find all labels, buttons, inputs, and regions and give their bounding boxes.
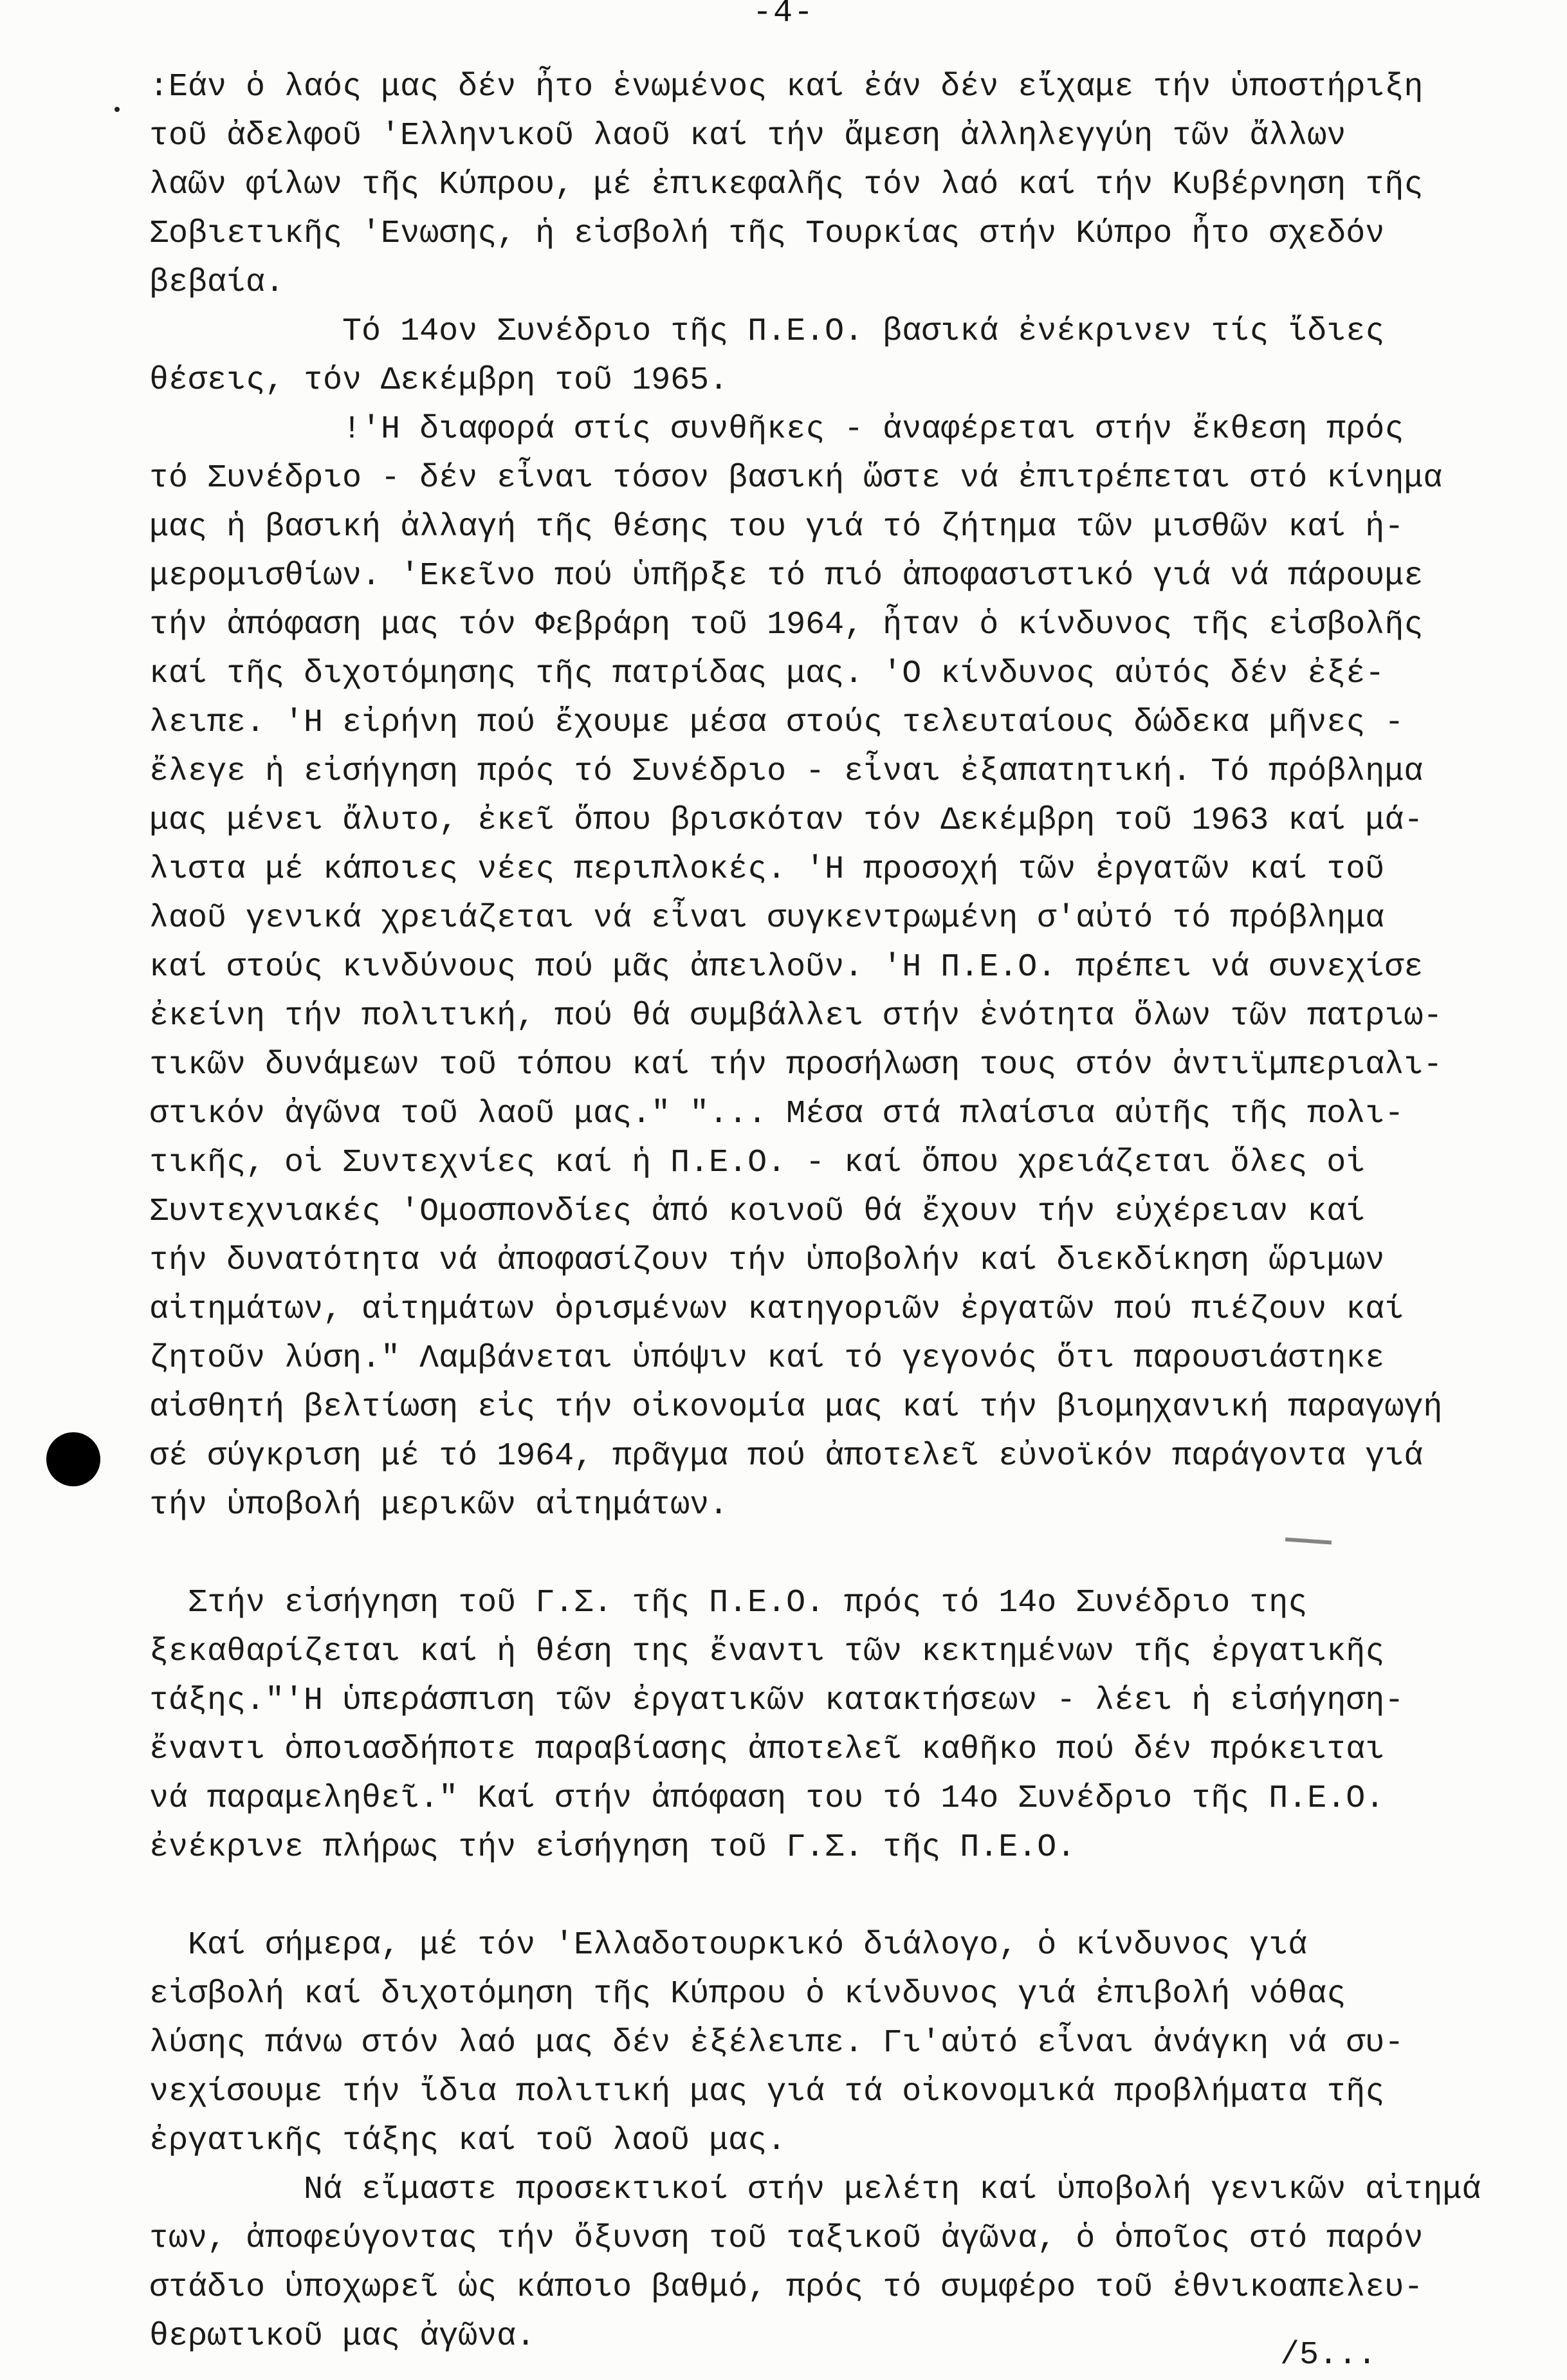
text-line: λύσης πάνω στόν λαό μας δέν ἐξέλειπε. Γι'αὐτό εἶναι ἀνάγκη νά συ-	[149, 2025, 1404, 2062]
text-line: νεχίσουμε τήν ἴδια πολιτική μας γιά τά οἰκονομικά προβλήματα τῆς	[149, 2074, 1385, 2110]
text-line: ἐργατικῆς τάξης καί τοῦ λαοῦ μας.	[149, 2123, 787, 2159]
text-line: σέ σύγκριση μέ τό 1964, πρᾶγμα πού ἀποτελεῖ εὐνοϊκόν παράγοντα γιά	[149, 1438, 1424, 1475]
text-line: τό Συνέδριο - δέν εἶναι τόσον βασική ὥστε νά ἐπιτρέπεται στό κίνημα	[149, 460, 1443, 497]
text-line: μας ἡ βασική ἀλλαγή τῆς θέσης του γιά τό ζήτημα τῶν μισθῶν καί ἡ-	[149, 509, 1404, 546]
text-line: θερωτικοῦ μας ἀγῶνα.	[149, 2318, 536, 2355]
text-line: !'Η διαφορά στίς συνθῆκες - ἀναφέρεται στήν ἔκθεση πρός	[149, 411, 1404, 448]
text-line: Καί σήμερα, μέ τόν 'Ελλαδοτουρκικό διάλογο, ὁ κίνδυνος γιά	[149, 1927, 1308, 1964]
text-line: Συντεχνιακές 'Ομοσπονδίες ἀπό κοινοῦ θά ἔχουν τήν εὐχέρειαν καί	[149, 1194, 1366, 1230]
text-line: τήν ἀπόφαση μας τόν Φεβράρη τοῦ 1964, ἦταν ὁ κίνδυνος τῆς εἰσβολῆς	[149, 607, 1424, 643]
text-line: λαῶν φίλων τῆς Κύπρου, μέ ἐπικεφαλῆς τόν λαό καί τήν Κυβέρνηση τῆς	[149, 167, 1424, 203]
text-line: εἰσβολή καί διχοτόμηση τῆς Κύπρου ὁ κίνδυνος γιά ἐπιβολή νόθας	[149, 1976, 1346, 2013]
text-line: ζητοῦν λύση." Λαμβάνεται ὑπόψιν καί τό γεγονός ὅτι παρουσιάστηκε	[149, 1340, 1385, 1377]
text-line: θέσεις, τόν Δεκέμβρη τοῦ 1965.	[149, 362, 729, 399]
text-line: Στήν εἰσήγηση τοῦ Γ.Σ. τῆς Π.Ε.Ο. πρός τό 14ο Συνέδριο της	[149, 1585, 1308, 1621]
text-line: μας μένει ἄλυτο, ἐκεῖ ὅπου βρισκόταν τόν Δεκέμβρη τοῦ 1963 καί μά-	[149, 802, 1424, 839]
text-line: καί στούς κινδύνους πού μᾶς ἀπειλοῦν. 'Η Π.Ε.Ο. πρέπει νά συνεχίσε	[149, 949, 1424, 986]
text-line: Σοβιετικῆς 'Ενωσης, ἡ εἰσβολή τῆς Τουρκίας στήν Κύπρο ἦτο σχεδόν	[149, 216, 1385, 252]
text-line: αἰτημάτων, αἰτημάτων ὁρισμένων κατηγοριῶν ἐργατῶν πού πιέζουν καί	[149, 1291, 1404, 1328]
text-line: ἐνέκρινε πλήρως τήν εἰσήγηση τοῦ Γ.Σ. τῆς Π.Ε.Ο.	[149, 1829, 1076, 1866]
text-line: :Εάν ὁ λαός μας δέν ἦτο ἑνωμένος καί ἐάν δέν εἴχαμε τήν ὑποστήριξη	[149, 69, 1424, 106]
text-line: μερομισθίων. 'Εκεῖνο πού ὑπῆρξε τό πιό ἀποφασιστικό γιά νά πάρουμε	[149, 558, 1424, 595]
punch-hole	[46, 1432, 100, 1486]
body-text	[149, 63, 1494, 2361]
ink-dot	[115, 107, 120, 112]
continuation-marker: /5...	[1280, 2337, 1377, 2374]
text-line: Νά εἴμαστε προσεκτικοί στήν μελέτη καί ὑποβολή γενικῶν αἰτημά	[149, 2172, 1481, 2208]
text-line: νά παραμεληθεῖ." Καί στήν ἀπόφαση του τό 14ο Συνέδριο τῆς Π.Ε.Ο.	[149, 1780, 1385, 1817]
text-line: τοῦ ἀδελφοῦ 'Ελληνικοῦ λαοῦ καί τήν ἄμεση ἀλληλεγγύη τῶν ἄλλων	[149, 118, 1346, 154]
text-line: ξεκαθαρίζεται καί ἡ θέση της ἔναντι τῶν κεκτημένων τῆς ἐργατικῆς	[149, 1634, 1385, 1670]
text-line: λειπε. 'Η εἰρήνη πού ἔχουμε μέσα στούς τελευταίους δώδεκα μῆνες -	[149, 705, 1404, 741]
text-line: λιστα μέ κάποιες νέες περιπλοκές. 'Η προσοχή τῶν ἐργατῶν καί τοῦ	[149, 851, 1385, 888]
paragraph-gap	[149, 1872, 1494, 1921]
text-line: των, ἀποφεύγοντας τήν ὄξυνση τοῦ ταξικοῦ ἀγῶνα, ὁ ὁποῖος στό παρόν	[149, 2220, 1424, 2257]
page-number: -4-	[752, 0, 814, 32]
text-line: βεβαία.	[149, 264, 285, 301]
text-line: τάξης."'Η ὑπεράσπιση τῶν ἐργατικῶν κατακτήσεων - λέει ἡ εἰσήγηση-	[149, 1683, 1404, 1719]
text-line: Τό 14ον Συνέδριο τῆς Π.Ε.Ο. βασικά ἐνέκρινεν τίς ἴδιες	[149, 313, 1385, 350]
text-line: τικῶν δυνάμεων τοῦ τόπου καί τήν προσήλωση τους στόν ἀντιϊμπεριαλι-	[149, 1047, 1443, 1084]
text-line: στάδιο ὑποχωρεῖ ὡς κάποιο βαθμό, πρός τό συμφέρο τοῦ ἐθνικοαπελευ-	[149, 2269, 1424, 2306]
text-line: ἐκείνη τήν πολιτική, πού θά συμβάλλει στήν ἑνότητα ὅλων τῶν πατριω-	[149, 998, 1443, 1035]
text-line: στικόν ἀγῶνα τοῦ λαοῦ μας." "... Μέσα στά πλαίσια αὐτῆς τῆς πολι-	[149, 1096, 1404, 1132]
text-line: αἰσθητή βελτίωση εἰς τήν οἰκονομία μας καί τήν βιομηχανική παραγωγή	[149, 1389, 1443, 1426]
text-line: τήν δυνατότητα νά ἀποφασίζουν τήν ὑποβολήν καί διεκδίκηση ὥριμων	[149, 1242, 1385, 1279]
text-line: ἔναντι ὁποιασδήποτε παραβίασης ἀποτελεῖ καθῆκο πού δέν πρόκειται	[149, 1731, 1385, 1768]
text-line: τήν ὑποβολή μερικῶν αἰτημάτων.	[149, 1487, 729, 1524]
text-line: ἔλεγε ἡ εἰσήγηση πρός τό Συνέδριο - εἶναι ἐξαπατητική. Τό πρόβλημα	[149, 753, 1424, 790]
text-line: καί τῆς διχοτόμησης τῆς πατρίδας μας. 'Ο κίνδυνος αὐτός δέν ἐξέ-	[149, 656, 1385, 692]
text-line: τικῆς, οἱ Συντεχνίες καί ἡ Π.Ε.Ο. - καί ὅπου χρειάζεται ὅλες οἱ	[149, 1145, 1366, 1181]
text-line: λαοῦ γενικά χρειάζεται νά εἶναι συγκεντρωμένη σ'αὐτό τό πρόβλημα	[149, 900, 1385, 937]
